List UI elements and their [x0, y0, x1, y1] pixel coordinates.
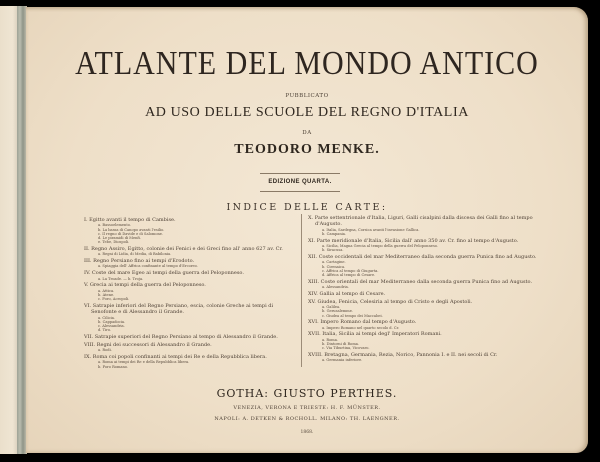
index-entry-title: XVIII. Bretagna, Germania, Rezia, Norico, Pannonia I. e II. nei secoli di Cr. [308, 351, 498, 358]
distributor-line-1: VENEZIA, VERONA E TRIESTE: H. F. MÜNSTER. [233, 405, 381, 411]
index-entry [308, 254, 558, 277]
index-entry [84, 342, 296, 353]
index-entry [84, 258, 296, 269]
index-entry-subitem: a. Italia, Sardegna, Corsica avanti l'invasione Gallica. [322, 227, 420, 232]
index-entry-subitem: c. Via Tiburtina, Vicovaro. [322, 346, 370, 351]
index-entry-title: I. Egitto avanti il tempo di Cambise. [84, 217, 176, 223]
index-entry-subitem: b. Gerusalemme. [322, 309, 353, 314]
index-entry-subitem: a. Bassoelemento. [98, 223, 132, 228]
index-entry-subitem: b. Foro Romano. [98, 364, 129, 369]
index-entry [308, 238, 558, 253]
index-entry-subitem: b. La bassa di Canopo avanti l'esilio. [98, 227, 165, 232]
index-entry-subitem: c. Foro, Acropoli. [98, 297, 130, 302]
index-entry-subitem: a. Rodi. [98, 348, 112, 353]
column-divider [301, 214, 302, 367]
index-entry-subitem: b. Cappadocia. [98, 319, 126, 324]
edition-label: EDIZIONE QUARTA. [260, 173, 340, 192]
published-label: PUBBLICATO [285, 93, 329, 99]
index-entry [308, 319, 558, 330]
index-entry [308, 215, 558, 236]
index-entry [84, 282, 296, 301]
author-name: TEODORO MENKE. [234, 142, 380, 157]
index-entry-subitem: a. Roma. [322, 337, 338, 342]
index-entry-subitem: a. Regni di Lidia, di Media, di Babilonia. [98, 252, 172, 257]
index-entry-subitem: d. Tiro. [98, 328, 112, 333]
index-left-column [84, 217, 296, 370]
index-entry [308, 299, 558, 318]
index-entry-subitem: b. Atene. [98, 292, 115, 297]
index-entry-title: VIII. Regni dei successori di Alessandro il Grande. [84, 341, 212, 348]
index-entry [308, 279, 558, 290]
index-entry-title: XVI. Impero Romano dal tempo d'Augusto. [308, 319, 417, 326]
index-entry-subitem: d. Affrica al tempo di Cesare. [322, 273, 376, 278]
index-entry-subitem: c. Affrica al tempo di Giugurta. [322, 268, 379, 273]
index-entry-subitem: a. Galilea. [322, 305, 341, 310]
index-entry-title: XV. Giudea, Fenicia, Celesiria al tempo di Cristo e degli Apostoli. [308, 298, 473, 305]
index-entry-subitem: a. La Troade. — b. Troja. [98, 276, 144, 281]
index-entry [84, 270, 296, 281]
index-entry-title: XII. Coste occidentali del mar Mediterraneo dalla seconda guerra Punica fino ad Augusto. [308, 254, 537, 261]
publisher-name: GOTHA: GIUSTO PERTHES. [216, 387, 398, 400]
index-entry-subitem: b. Dintorni di Roma. [322, 342, 360, 346]
index-entry [84, 217, 296, 244]
index-entry [308, 291, 558, 297]
index-entry-title: XIII. Coste orientali del mar Mediterraneo dalla seconda guerra Punica fino ad Augusto. [308, 278, 533, 285]
index-entry [84, 246, 296, 257]
index-entry-subitem: a. Roma ai tempi dei Re e della Repubblica libera. [98, 360, 190, 365]
index-entry-subitem: d. Le piramidi di Menfi. [98, 236, 141, 241]
publication-year: 1868. [300, 430, 314, 435]
index-entry-subitem: a. Alessandria. [322, 285, 349, 290]
index-entry-title: V. Grecia ai tempi della guerra del Peloponneso. [84, 282, 206, 289]
index-heading: INDICE DELLE CARTE: [226, 202, 388, 213]
index-entry [84, 354, 296, 369]
index-entry-subitem: a. Cilicia. [98, 315, 116, 320]
index-entry-title: XIV. Gallia al tempo di Cesare. [308, 290, 386, 297]
index-entry-subitem: c. Alessandria. [98, 323, 125, 328]
index-entry-subitem: c. Il regno di Davide e di Salomone. [98, 231, 164, 236]
by-label: DA [302, 130, 312, 136]
index-entry-title: III. Regno Persiano fino ai tempi d'Erodoto. [84, 258, 195, 265]
distributor-line-2: NAPOLI: A. DETKEN & ROCHOLL. MILANO: TH. LAENGNER. [214, 416, 400, 422]
index-entry-subitem: b. Campania. [322, 232, 347, 237]
index-entry-subitem: a. Attica. [98, 288, 115, 293]
index-entry-subitem: a. Sicilia, Magna Grecia al tempo della guerra del Peloponneso. [322, 244, 439, 249]
index-entry-subitem: b. Siracusa. [322, 248, 344, 253]
index-entry [308, 331, 558, 350]
index-entry-title: XI. Parte meridionale d'Italia, Sicilia dall' anno 350 av. Cr. fino al tempo d'Augusto. [308, 237, 519, 244]
index-entry [84, 303, 296, 333]
index-entry-title: VI. Satrapie inferiori del Regno Persiano, escia, colonie Greche ai tempi di Senofonte e di Alessandro il Grande. [84, 302, 274, 316]
index-entry-title: VII. Satrapie superiori del Regno Persiano al tempo di Alessandro il Grande. [84, 333, 278, 340]
index-entry-subitem: a. Cartagine. [322, 260, 346, 265]
index-entry-subitem: a. Impero Romano nel quarto secolo d. Cr. [322, 325, 400, 330]
index-right-column [308, 215, 558, 364]
index-entry-title: IV. Coste del mare Egeo ai tempi della guerra del Peloponneso. [84, 270, 244, 277]
index-entry-subitem: b. Cirenaica. [322, 264, 346, 269]
index-entry-subitem: a. Spiaggia dell' Affrica confinante al tempo d'Ercoreo. [98, 264, 198, 269]
index-entry-subitem: a. Germania inferiore. [322, 358, 363, 363]
index-entry [84, 334, 296, 340]
index-entry [308, 352, 558, 363]
index-entry-title: XVII. Italia, Sicilia ai tempi degl' Imperatori Romani. [308, 331, 442, 338]
index-entry-title: II. Regno Assiro, Egitto, colonie dei Fenici e dei Greci fino all' anno 627 av. Cr. [84, 245, 283, 252]
index-entry-title: X. Parte settentrionale d'Italia, Liguri, Galli cisalpini dalla discesa dei Galli fino al tempo d'Augusto. [308, 215, 533, 228]
atlas-title: ATLANTE DEL MONDO ANTICO [75, 44, 539, 82]
index-entry-title: IX. Roma coi popoli confinanti ai tempi dei Re e della Repubblica libera. [84, 353, 267, 360]
title-page [26, 7, 588, 453]
atlas-subtitle: AD USO DELLE SCUOLE DEL REGNO D'ITALIA [145, 105, 469, 120]
index-entry-subitem: e. Tebe, Diospoli. [98, 240, 130, 245]
previous-page-edge [0, 6, 18, 454]
index-entry-subitem: c. Giudea al tempo dei Maccabei. [322, 313, 383, 318]
